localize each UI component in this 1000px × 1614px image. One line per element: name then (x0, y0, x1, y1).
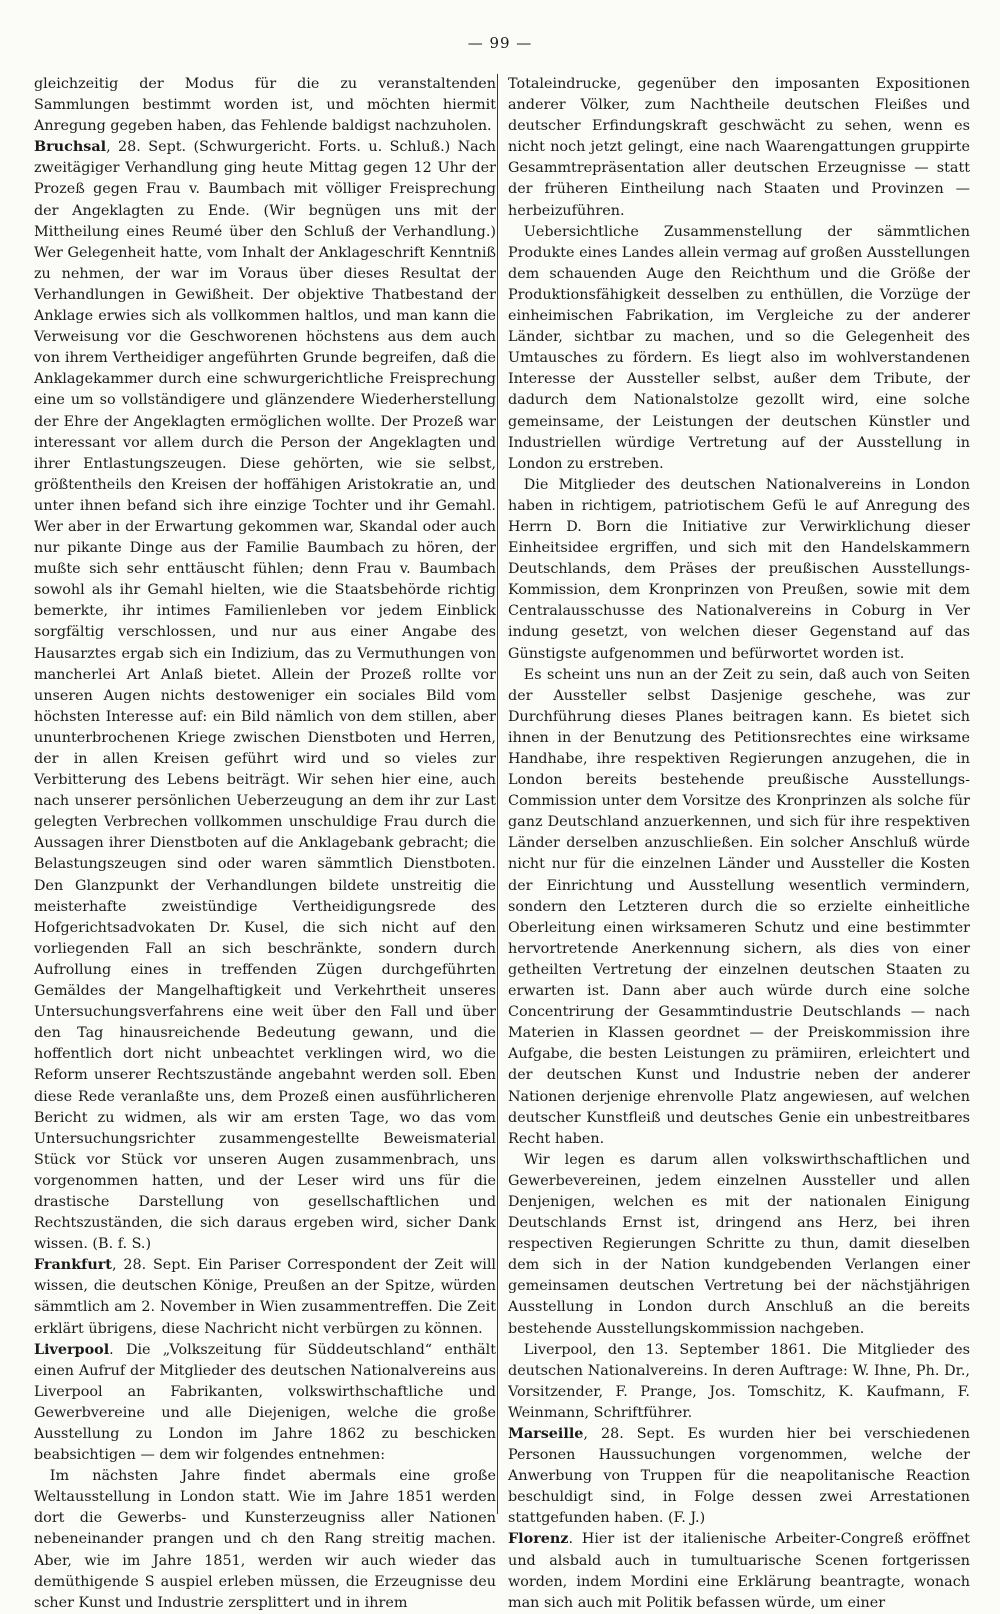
paragraph (508, 74, 970, 222)
left-column (34, 74, 496, 1614)
paragraph-text: Uebersichtliche Zusammenstellung der sämmtlichen Produkte eines Landes allein vermag auf großen Ausstellungen dem schauenden Auge den Reichthum und die Größe der Produktionsfähigkeit desselben zu enthüllen, die Vorzüge der einheimischen Fabrikation, im Vergleiche zu der anderer Länder, sichtbar zu machen, und so die Gelegenheit des Umtausches zu fördern. Es liegt also im wohlverstandenen Interesse der Aussteller selbst, außer dem Tribute, der dadurch dem Nationalstolze gezollt wird, eine solche gemeinsame, der Leistungen der deutschen Künstler und Industriellen würdige Vertretung auf der Ausstellung in London zu erstreben. (508, 223, 970, 472)
paragraph-text: , 28. Sept. Ein Pariser Correspondent der Zeit will wissen, die deutschen Könige, Preußen an der Spitze, würden sämmtlich am 2. November in Wien zusammentreffen. Die Zeit erklärt übrigens, diese Nachricht nicht verbürgen zu können. (34, 1257, 496, 1337)
paragraph (508, 1424, 970, 1529)
paragraph-text: Totaleindrucke, gegenüber den imposanten Expositionen anderer Völker, zum Nachtheile deutschen Fleißes und deutscher Erfindungskraft geschwächt zu sehen, wenn es nicht noch jetzt gelingt, eine nach Waarengattungen gruppirte Gesammtrepräsentation aller deutschen Erzeugnisse — statt der früheren Eintheilung nach Staaten und Provinzen — herbeizuführen. (508, 76, 970, 219)
paragraph-text: Liverpool, den 13. September 1861. Die Mitglieder des deutschen Nationalvereins. In deren Auftrage: W. Ihne, Ph. Dr., Vorsitzender, F. Prange, Jos. Tomschitz, K. Kaufmann, F. Weinmann, Schriftführer. (508, 1341, 970, 1421)
paragraph (508, 222, 970, 475)
column-divider (497, 74, 498, 1514)
paragraph-text: Es scheint uns nun an der Zeit zu sein, daß auch von Seiten der Aussteller selbst Dasjenige geschehe, was zur Durchführung dieses Planes beitragen kann. Es bietet sich ihnen in der Benutzung des Petitionsrechtes eine wirksame Handhabe, ihre respektiven Regierungen anzugehen, die in London bereits bestehende preußische Ausstellungs-Commission unter dem Vorsitze des Kronprinzen als solche für ganz Deutschland anzuerkennen, und sich für ihre respektiven Länder derselben anzuschließen. Ein solcher Anschluß würde nicht nur für die einzelnen Länder und Aussteller die Kosten der Einrichtung und Ausstellung wesentlich vermindern, sondern den Letzteren durch die so erzielte einheitliche Oberleitung einen wirksameren Schutz und eine bestimmter hervortretende Anerkennung sichern, als dies von einer getheilten Vertretung der einzelnen deutschen Staaten zu erwarten ist. Dann aber auch würde durch eine solche Concentrirung der Gesammtindustrie Deutschlands — nach Materien in Klassen geordnet — der Preiskommission ihre Aufgabe, die besten Leistungen zu prämiiren, erleichtert und der deutschen Kunst und Industrie neben der anderer Nationen derjenige ehrenvolle Platz angewiesen, auf welchen deutscher Kunstfleiß und deutsches Genie ein unbestreitbares Recht haben. (508, 666, 970, 1147)
paragraph (34, 1466, 496, 1614)
paragraph-text: Wir legen es darum allen volkswirthschaftlichen und Gewerbevereinen, jedem einzelnen Aussteller und allen Denjenigen, welchen es mit der nationalen Einigung Deutschlands Ernst ist, dringend ans Herz, bei ihren respectiven Regierungen Schritte zu thun, damit dieselben dem sich in der Nation kundgebenden Verlangen einer gemeinsamen deutschen Vertretung bei der nächstjährigen Ausstellung in London durch Anschluß an die bereits bestehende Ausstellungskommission nachgeben. (508, 1151, 970, 1337)
paragraph-text: . Die „Volkszeitung für Süddeutschland“ enthält einen Aufruf der Mitglieder des deutschen Nationalvereins aus Liverpool an Fabrikanten, volkswirthschaftliche und Gewerbvereine und alle Diejenigen, welche die große Ausstellung zu London im Jahre 1862 zu beschicken beabsichtigen — dem wir folgendes entnehmen: (34, 1341, 496, 1464)
dateline-place: Frankfurt (34, 1257, 112, 1274)
paragraph (34, 1340, 496, 1467)
paragraph-text: Die Mitglieder des deutschen Nationalvereins in London haben in richtigem, patriotischem Gefü le auf Anregung des Herrn D. Born die Initiative zur Verwirklichung dieser Einheitsidee ergriffen, und sich mit den Handelskammern Deutschlands, dem Präses der preußischen Ausstellungs-Kommission, dem Kronprinzen von Preußen, sowie mit dem Centralausschusse des Nationalvereins in Coburg in Ver indung gesetzt, von welchen dieser Gegenstand auf das Günstigste aufgenommen und befürwortet worden ist. (508, 476, 970, 662)
right-column (508, 74, 970, 1614)
paragraph (34, 1255, 496, 1339)
paragraph-text: gleichzeitig der Modus für die zu veranstaltenden Sammlungen bestimmt worden ist, und möchten hiermit Anregung gegeben haben, das Fehlende baldigst nachzuholen. (34, 76, 496, 135)
paragraph-text: . Hier ist der italienische Arbeiter-Congreß eröffnet und alsbald auch in tumultuarische Scenen fortgerissen worden, indem Mordini eine Erklärung beantragte, wonach man sich auch mit Politik befassen würde, um einer (508, 1531, 970, 1611)
paragraph (508, 1340, 970, 1424)
paragraph-text: , 28. Sept. (Schwurgericht. Forts. u. Schluß.) Nach zweitägiger Verhandlung ging heute Mittag gegen 12 Uhr der Prozeß gegen Frau v. Baumbach mit völliger Freisprechung der Angeklagten zu Ende. (Wir begnügen uns mit der Mittheilung eines Reumé über den Schluß der Verhandlung.) Wer Gelegenheit hatte, vom Inhalt der Anklageschrift Kenntniß zu nehmen, der war im Voraus über dieses Resultat der Verhandlungen in Gewißheit. Der objektive Thatbestand der Anklage erwies sich als vollkommen haltlos, und man kann die Verweisung vor die Geschworenen höchstens aus dem auch von ihrem Vertheidiger angeführten Grunde begreifen, daß die Anklagekammer durch eine schwurgerichtliche Freisprechung eine um so vollständigere und glänzendere Wiederherstellung der Ehre der Angeklagten ermöglichen wollte. Der Prozeß war interessant vor allem durch die Person der Angeklagten und ihrer Entlastungszeugen. Diese gehörten, wie sie selbst, größtentheils den Kreisen der hoffähigen Aristokratie an, und unter ihnen befand sich ihre einzige Tochter und ihr Gemahl. Wer aber in der Erwartung gekommen war, Skandal oder auch nur pikante Dinge aus der Familie Baumbach zu hören, der mußte sich sehr enttäuscht fühlen; denn Frau v. Baumbach sowohl als ihr Gemahl hielten, wie die Staatsbehörde richtig bemerkte, ihr intimes Familienleben vor jedem Einblick sorgfältig verschlossen, und nur aus einer Angabe des Hausarztes ergab sich ein Indizium, das zu Vermuthungen von mancherlei Art Anlaß bietet. Allein der Prozeß rollte vor unseren Augen nichts destoweniger ein sociales Bild vom höchsten Interesse auf: ein Bild nämlich von dem stillen, aber ununterbrochenen Kriege zwischen Dienstboten und Herren, der in allen Kreisen geführt wird und so vieles zur Verbitterung des Lebens beiträgt. Wir sehen hier eine, auch nach unserer persönlichen Ueberzeugung an dem ihr zur Last gelegten Verbrechen vollkommen unschuldige Frau durch die Aussagen ihrer Dienstboten auf die Anklagebank gebracht; die Belastungszeugen sind oder waren sämmtlich Dienstboten. Den Glanzpunkt der Verhandlungen bildete unstreitig die meisterhafte zweistündige Vertheidigungsrede des Hofgerichtsadvokaten Dr. Kusel, die sich nicht auf den vorliegenden Fall an sich beschränkte, sondern durch Aufrollung eines in treffenden Zügen durchgeführten Gemäldes der Mangelhaftigkeit und Verkehrtheit unseres Untersuchungsverfahrens eine weit über den Fall und über den Tag hinausreichende Bedeutung gewann, und die hoffentlich dort nicht unbeachtet verklingen wird, wo die Reform unserer Rechtszustände angebahnt werden soll. Eben diese Rede veranlaßte uns, dem Prozeß einen ausführlicheren Bericht zu widmen, als wir am ersten Tage, wo das vom Untersuchungsrichter zusammengestellte Beweismaterial Stück vor Stück vor unseren Augen zusammenbrach, uns vorgenommen hatten, und der Leser wird uns für die drastische Darstellung von gesellschaftlichen und Rechtszuständen, die sich daraus ergeben wird, sicher Dank wissen. (B. f. S.) (34, 139, 496, 1253)
paragraph (508, 1150, 970, 1340)
dateline-place: Florenz (508, 1531, 569, 1548)
dateline-place: Liverpool (34, 1341, 110, 1358)
page-number: — 99 — (467, 34, 533, 52)
paragraph-text: Im nächsten Jahre findet abermals eine große Weltausstellung in London statt. Wie im Jahre 1851 werden dort die Gewerbs- und Kunsterzeugniss aller Nationen nebeneinander prangen und ch den Rang streitig machen. Aber, wie im Jahre 1851, werden wir auch wieder das demüthigende S auspiel erleben müssen, die Erzeugnisse deu scher Kunst und Industrie zersplittert und in ihrem (34, 1468, 496, 1611)
paragraph (508, 1529, 970, 1613)
paragraph (34, 137, 496, 1255)
paragraph (508, 475, 970, 665)
dateline-place: Marseille (508, 1426, 584, 1442)
paragraph-text: , 28. Sept. Es wurden hier bei verschiedenen Personen Haussuchungen vorgenommen, welche der Anwerbung von Truppen für die neapolitanische Reaction beschuldigt sind, in Folge dessen zwei Arrestationen stattgefunden haben. (F. J.) (508, 1426, 970, 1527)
paragraph (34, 74, 496, 137)
paragraph (508, 665, 970, 1150)
dateline-place: Bruchsal (34, 139, 107, 156)
